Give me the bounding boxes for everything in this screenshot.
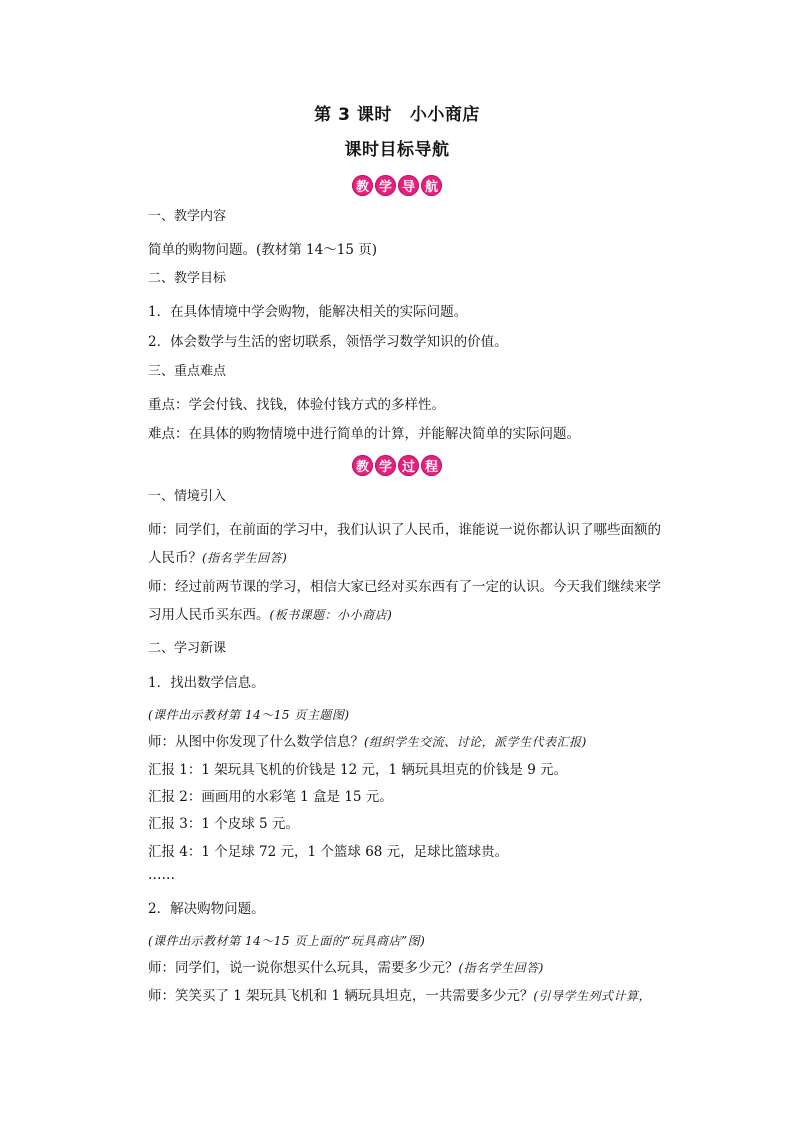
heading-goals: 二、教学目标 — [148, 271, 227, 286]
teaching-note: (组织学生交流、讨论，派学生代表汇报) — [364, 735, 587, 749]
ellipsis: …… — [148, 867, 175, 883]
badge-char: 过 — [398, 455, 419, 476]
step-title: 2．解决购物问题。 — [148, 901, 265, 917]
lesson-title — [0, 100, 794, 125]
heading-new-lesson: 二、学习新课 — [148, 641, 227, 656]
badge-char: 程 — [421, 455, 442, 476]
heading-intro: 一、情境引入 — [148, 489, 227, 504]
teaching-note: (板书课题：小小商店) — [269, 608, 393, 622]
badge-char: 学 — [375, 175, 396, 196]
paragraph-text: 师：同学们，说一说你想买什么玩具，需要多少元？ — [148, 960, 459, 976]
teaching-note: (引导学生列式计算， — [533, 989, 652, 1003]
report-item: 汇报 4：1 个足球 72 元，1 个篮球 68 元，足球比篮球贵。 — [148, 844, 509, 860]
badge-char: 教 — [352, 455, 373, 476]
paragraph-content: 简单的购物问题。(教材第 14～15 页) — [148, 242, 377, 258]
badge-char: 教 — [352, 175, 373, 196]
report-item: 汇报 2：画画用的水彩笔 1 盒是 15 元。 — [148, 789, 393, 805]
report-item: 汇报 1：1 架玩具飞机的价钱是 12 元，1 辆玩具坦克的价钱是 9 元。 — [148, 762, 568, 778]
key-point: 重点：学会付钱、找钱，体验付钱方式的多样性。 — [148, 397, 445, 413]
teaching-note: (课件出示教材第 14～15 页上面的“玩具商店”图) — [148, 934, 426, 948]
lesson-number: 第 3 课时 — [314, 105, 392, 125]
paragraph-line: 师：经过前两节课的学习，相信大家已经对买东西有了一定的认识。今天我们继续来学 — [148, 579, 661, 595]
paragraph-line — [148, 606, 392, 624]
paragraph-line — [148, 549, 287, 567]
lesson-name: 小小商店 — [409, 105, 480, 125]
badge-char: 航 — [421, 175, 442, 196]
heading-content: 一、教学内容 — [148, 209, 227, 224]
teaching-note: (指名学生回答) — [458, 961, 544, 975]
paragraph-line — [148, 959, 544, 977]
teaching-note: (指名学生回答) — [202, 551, 288, 565]
heading-key-points: 三、重点难点 — [148, 364, 227, 379]
badge-char: 导 — [398, 175, 419, 196]
paragraph-line — [148, 987, 651, 1005]
goal-item: 1．在具体情境中学会购物，能解决相关的实际问题。 — [148, 304, 468, 320]
badge-char: 学 — [375, 455, 396, 476]
difficult-point: 难点：在具体的购物情境中进行简单的计算，并能解决简单的实际问题。 — [148, 426, 580, 442]
paragraph-text: 师：笑笑买了 1 架玩具飞机和 1 辆玩具坦克，一共需要多少元？ — [148, 988, 534, 1004]
badge-process — [0, 455, 794, 476]
step-title: 1．找出数学信息。 — [148, 675, 265, 691]
section-subtitle: 课时目标导航 — [344, 140, 450, 160]
teaching-note: (课件出示教材第 14～15 页主题图) — [148, 708, 350, 722]
paragraph-line — [148, 733, 587, 751]
badge-guide — [0, 175, 794, 196]
report-item: 汇报 3：1 个皮球 5 元。 — [148, 816, 299, 832]
paragraph-text: 师：从图中你发现了什么数学信息？ — [148, 734, 364, 750]
paragraph-line: 师：同学们，在前面的学习中，我们认识了人民币，谁能说一说你都认识了哪些面额的 — [148, 522, 661, 538]
paragraph-text: 人民币？ — [148, 550, 202, 566]
goal-item: 2．体会数学与生活的密切联系，领悟学习数学知识的价值。 — [148, 334, 508, 350]
paragraph-text: 习用人民币买东西。 — [148, 607, 270, 623]
